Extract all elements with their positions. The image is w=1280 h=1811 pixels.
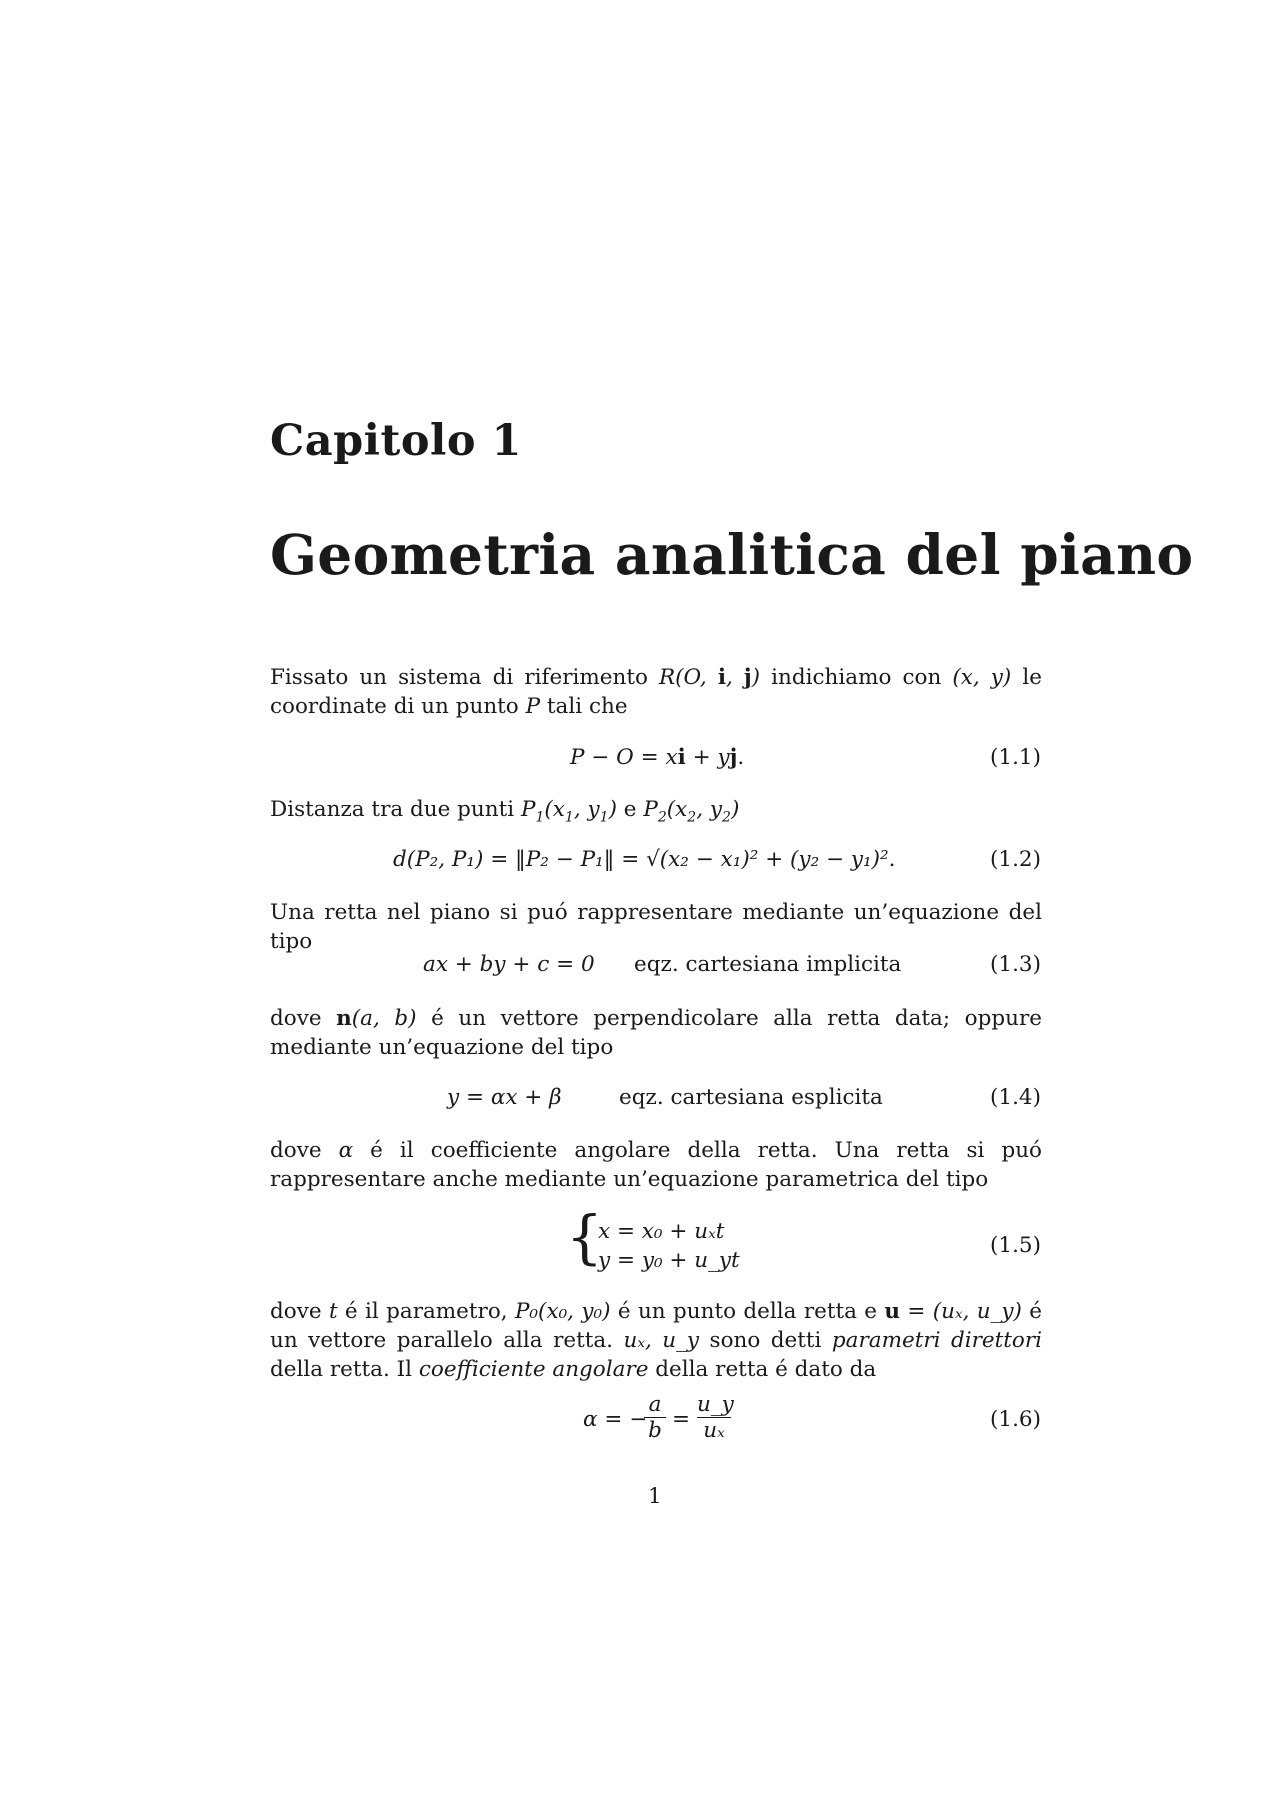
fraction-uy-over-ux [697,1392,734,1443]
system-brace: { [566,1203,603,1271]
equation-number-1-6: (1.6) [990,1407,1041,1432]
equation-number-1-1: (1.1) [990,745,1041,770]
paragraph-angular: dove α é il coefficiente angolare della retta. Una retta si puó rappresentare anche mediante un’equazione parametrica del tipo [270,1138,1042,1192]
fraction-denominator: b [648,1418,662,1443]
equation-number-1-5: (1.5) [990,1233,1041,1258]
equation-1-5-line-2: y = y₀ + u_yt [598,1248,740,1273]
paragraph-parametric: dove t é il parametro, P₀(x₀, y₀) é un punto della retta e u = (uₓ, u_y) é un vettore parallelo alla retta. uₓ, u_y sono detti parametri direttori della retta. Il coefficiente angolare della retta é dato da [270,1299,1042,1382]
paragraph-distance: Distanza tra due punti $P_1(x_1$, $y_1$) e $P_2(x_2$, $y_2$) [270,797,740,826]
fraction-numerator: a [648,1392,662,1417]
paragraph-intro: Fissato un sistema di riferimento R(O, i, j) indichiamo con (x, y) le coordinate di un punto P tali che [270,665,1042,719]
equation-number-1-4: (1.4) [990,1085,1041,1110]
equation-1-6-lhs: α = − [583,1407,648,1432]
paragraph-normal-vector: dove n(a, b) é un vettore perpendicolare alla retta data; oppure mediante un’equazione del tipo [270,1006,1042,1060]
equation-1-2: d(P₂, P₁) = ‖P₂ − P₁‖ = √(x₂ − x₁)² + (y₂ − y₁)². [393,847,896,872]
equation-1-4: y = αx + β [447,1085,562,1110]
equation-1-6-equals: = [672,1407,691,1432]
equation-1-3: ax + by + c = 0 [423,952,595,977]
fraction-denominator: uₓ [703,1418,725,1443]
equation-number-1-3: (1.3) [990,952,1041,977]
chapter-label: Capitolo 1 [270,416,522,466]
fraction-a-over-b [644,1392,666,1443]
equation-number-1-2: (1.2) [990,847,1041,872]
equation-1-1: P − O = xi + yj. [570,745,745,770]
equation-1-5-line-1: x = x₀ + uₓt [598,1219,725,1244]
equation-1-4-description: eqz. cartesiana esplicita [619,1085,883,1110]
page-number: 1 [648,1484,662,1509]
chapter-title: Geometria analitica del piano [270,522,1194,587]
equation-1-3-description: eqz. cartesiana implicita [634,952,902,977]
paragraph-line: Una retta nel piano si puó rappresentare mediante un’equazione del tipo [270,900,1042,954]
fraction-numerator: u_y [697,1392,734,1417]
